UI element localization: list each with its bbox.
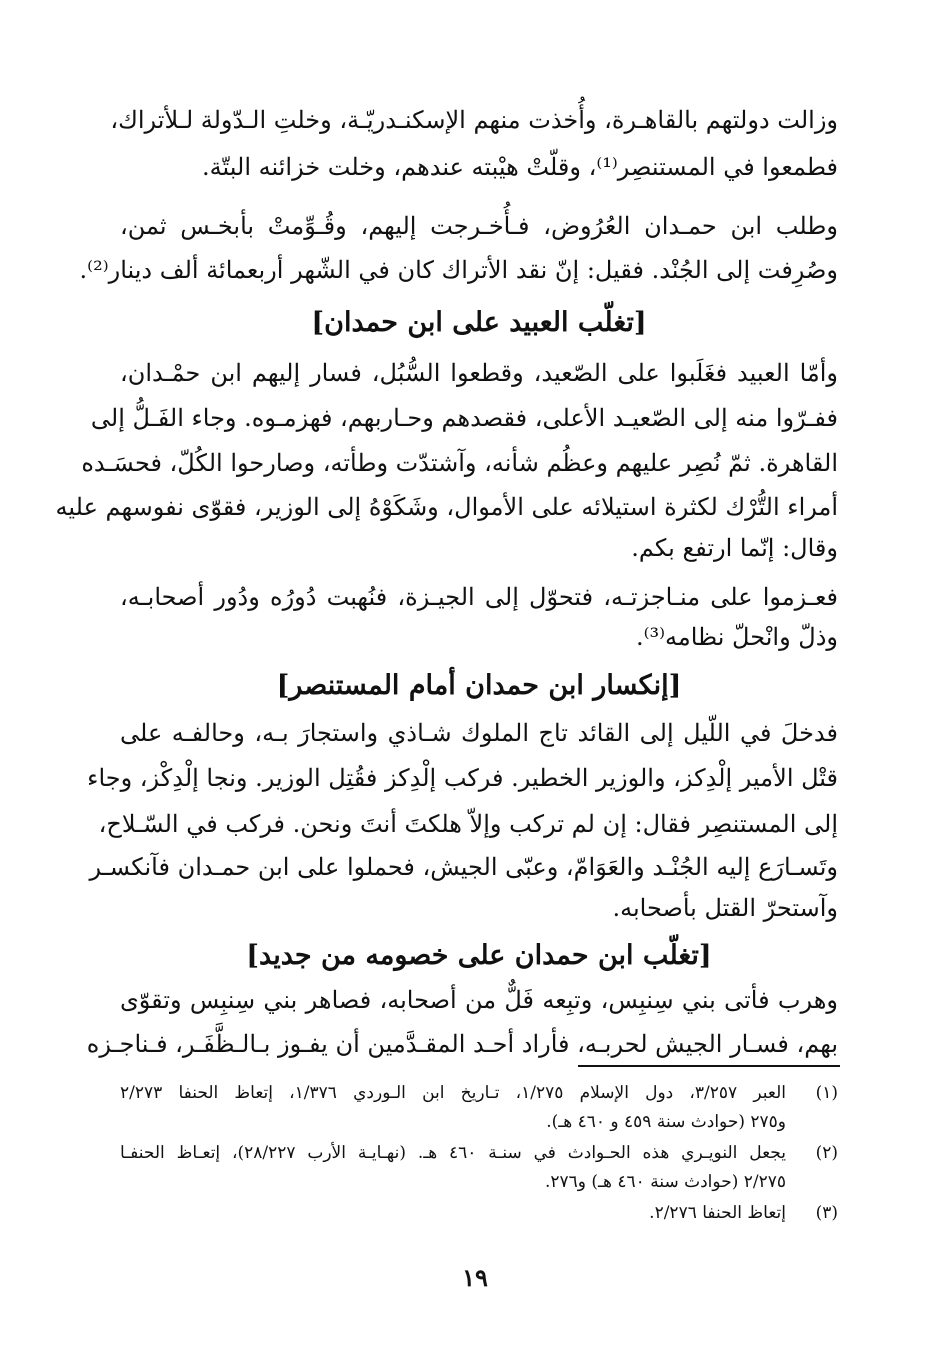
body-line: القاهرة. ثمّ نُصِر عليهم وعظُم شأنه، وآشتدّت وطأته، وصارحوا الكُلّ، فحسَـده bbox=[81, 449, 838, 477]
body-line: وأمّا العبيد فغَلَبوا على الصّعيد، وقطعوا السُّبُل، فسار إليهم ابن حمْـدان، bbox=[120, 359, 838, 387]
footnote-number: (٣) bbox=[815, 1203, 838, 1223]
body-line: وطلب ابن حمـدان العُرُوض، فـأُخـرجت إليهم، وقُـوِّمتْ بأبخـس ثمن، bbox=[120, 212, 838, 240]
section-heading: [تغلّب العبيد على ابن حمدان] bbox=[311, 307, 647, 338]
body-line: فدخلَ في اللّيل إلى القائد تاج الملوك شـاذي واستجارَ بـه، وحالفـه على bbox=[120, 719, 838, 747]
footnote-text: ٢/٢٧٥ (حوادث سنة ٤٦٠ هـ) و٢٧٦. bbox=[544, 1172, 786, 1192]
body-line: وهرب فأتى بني سِنبِس، وتبِعه فَلٌّ من أصحابه، فصاهر بني سِنبِس وتقوّى bbox=[120, 986, 838, 1014]
footnote-continuation bbox=[120, 1167, 838, 1197]
body-line: وتَسـارَع إليه الجُنْـد والعَوَامّ، وعبّى الجيش، فحملوا على ابن حمـدان فآنكسـر bbox=[89, 853, 838, 881]
body-line: قتْل الأمير إلْدِكز، والوزير الخطير. فركب إلْدِكز فقُتِل الوزير. ونجا إلْدِكْز، وجاء bbox=[87, 764, 838, 792]
body-line: إلى المستنصِر فقال: إن لم تركب وإلاّ هلكتَ أنتَ ونحن. فركب في السّـلاح، bbox=[98, 810, 838, 838]
footnote-text: و٢٧٥ (حوادث سنة ٤٥٩ و ٤٦٠ هـ). bbox=[546, 1112, 786, 1132]
footnote bbox=[120, 1138, 838, 1168]
footnote-number: (١) bbox=[815, 1083, 838, 1103]
footnote bbox=[120, 1198, 838, 1228]
footnote-text: إتعاظ الحنفا ٢/٢٧٦. bbox=[649, 1203, 786, 1223]
section-heading: [إنكسار ابن حمدان أمام المستنصر] bbox=[276, 670, 682, 701]
footnote-number: (٢) bbox=[815, 1143, 838, 1163]
page-number: ١٩ bbox=[462, 1263, 488, 1292]
footnote-text: يجعل النويـري هذه الحـوادث في سنـة ٤٦٠ هـ. (نهـايـة الأرب ٢٨/٢٢٧)، إتعـاظ الحنفـا bbox=[120, 1143, 786, 1163]
body-line: وزالت دولتهم بالقاهـرة، وأُخذت منهم الإسكنـدريّـة، وخلتِ الـدّولة لـلأتراك، bbox=[110, 106, 838, 134]
section-heading: [تغلّب ابن حمدان على خصومه من جديد] bbox=[246, 940, 712, 971]
body-line: فعـزموا على منـاجزتـه، فتحوّل إلى الجيـزة، فنُهبت دُورُه ودُور أصحابـه، bbox=[120, 583, 839, 611]
body-line: وذلّ وانْحلّ نظامه⁽³⁾. bbox=[635, 623, 838, 651]
body-line: فطمعوا في المستنصِر⁽¹⁾، وقلّتْ هيْبته عندهم، وخلت خزائنه البتّة. bbox=[202, 153, 838, 181]
body-line: وقال: إنّما ارتفع بكم. bbox=[631, 534, 838, 562]
footnote-continuation bbox=[120, 1107, 838, 1137]
body-line: وآستحرّ القتل بأصحابه. bbox=[612, 894, 838, 922]
footnote-text: العبر ٣/٢٥٧، دول الإسلام ١/٢٧٥، تـاريخ ابن الـوردي ١/٣٧٦، إتعاظ الحنفا ٢/٢٧٣ bbox=[120, 1083, 786, 1103]
body-line: ففـرّوا منه إلى الصّعيـد الأعلى، فقصدهم وحـاربهم، فهزمـوه. وجاء الفَـلُّ إلى bbox=[90, 404, 838, 432]
body-line: بهم، فسـار الجيش لحربـه، فأراد أحـد المقـدَّمين أن يفـوز بـالـظَّفَـر، فـناجـزه bbox=[86, 1030, 838, 1058]
body-line: وصُرِفت إلى الجُنْد. فقيل: إنّ نقد الأتراك كان في الشّهر أربعمائة ألف دينار⁽²⁾. bbox=[79, 256, 838, 284]
footnote bbox=[120, 1078, 838, 1108]
body-line: أمراء التُّرْك لكثرة استيلائه على الأموال، وشَكَوْهُ إلى الوزير، فقوّى نفوسهم عليه bbox=[55, 493, 838, 521]
footnote-separator bbox=[578, 1065, 840, 1067]
